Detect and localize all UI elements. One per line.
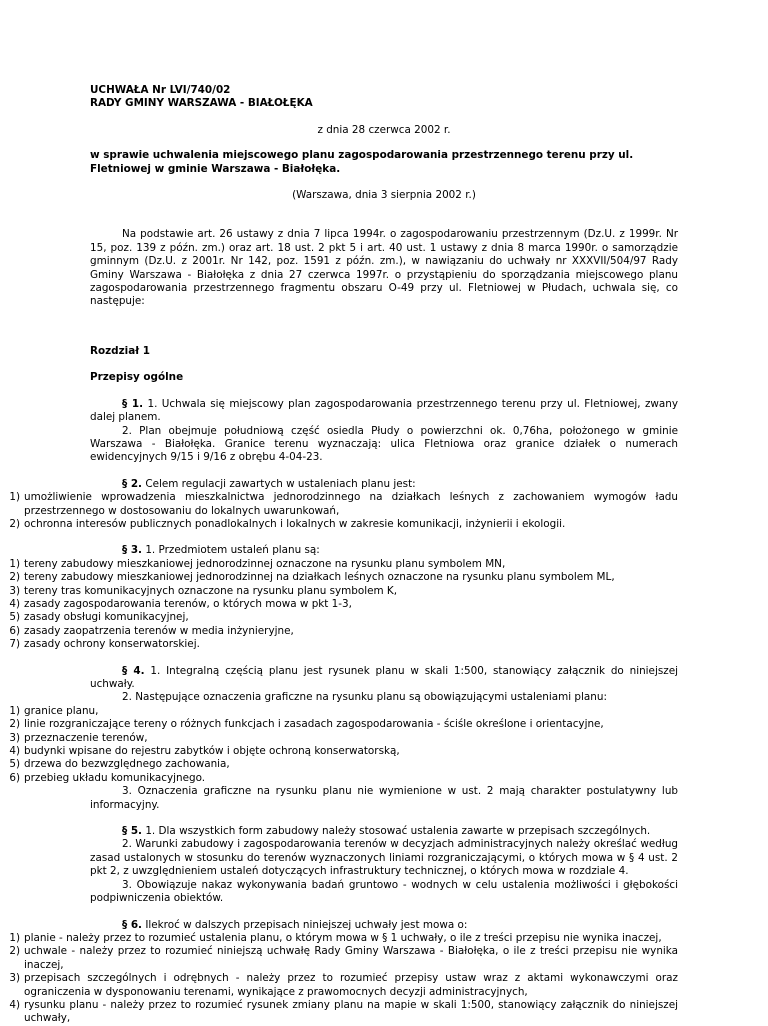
section-4-text-1: 1. Integralną częścią planu jest rysunek planu w skali 1:500, stanowiący załącznik do niniejszej uchwały.: [90, 664, 678, 690]
list-item: [0, 585, 678, 598]
list-item-text: zasady zagospodarowania terenów, o których mowa w pkt 1-3,: [24, 597, 352, 610]
list-item-text: przepisach szczególnych i odrębnych - należy przez to rozumieć przepisy ustaw wraz z aktami wykonawczymi oraz ograniczenia w dysponowaniu terenami, wynikające z prawomocnych decyzji administracyjnych,: [24, 972, 678, 998]
list-item: [0, 972, 678, 999]
list-item-number: 3): [9, 972, 20, 985]
section-4-para-1: [90, 665, 678, 692]
list-item: [0, 705, 678, 718]
section-4-list: [0, 705, 768, 785]
list-item-text: budynki wpisane do rejestru zabytków i objęte ochroną konserwatorską,: [24, 745, 400, 758]
list-item-text: tereny tras komunikacyjnych oznaczone na rysunku planu symbolem K,: [24, 584, 398, 597]
section-6-mark: § 6.: [122, 918, 142, 931]
list-item: [0, 558, 678, 571]
list-item-text: linie rozgraniczające tereny o różnych funkcjach i zasadach zagospodarowania - ściśle określone i orientacyjne,: [24, 718, 604, 731]
list-item-text: ochronna interesów publicznych ponadlokalnych i lokalnych w zakresie komunikacji, inżynierii i ekologii.: [24, 517, 566, 530]
chapter-title: Rozdział 1: [90, 344, 150, 357]
list-item: [0, 932, 678, 945]
section-4-para-3: 3. Oznaczenia graficzne na rysunku planu nie wymienione w ust. 2 mają charakter postulatywny lub informacyjny.: [90, 785, 678, 811]
section-2-intro-text: Celem regulacji zawartych w ustaleniach planu jest:: [145, 477, 416, 490]
preamble: Na podstawie art. 26 ustawy z dnia 7 lipca 1994r. o zagospodarowaniu przestrzennym (Dz.U. z 1999r. Nr 15, poz. 139 z późn. zm.) oraz art. 18 ust. 2 pkt 5 i art. 40 ust. 1 ustawy z dnia 8 marca 1990r. o samorządzie gminnym (Dz.U. z 2001r. Nr 142, poz. 1591 z późn. zm.), w nawiązaniu do uchwały nr XXXVII/504/97 Rady Gminy Warszawa - Białołęka z dnia 27 czerwca 1997r. o przystąpieniu do sporządzania miejscowego planu zagospodarowania przestrzennego fragmentu obszaru O-49 przy ul. Fletniowej w Płudach, uchwala się, co następuje:: [90, 228, 678, 308]
publication-note: (Warszawa, dnia 3 sierpnia 2002 r.): [292, 189, 476, 202]
section-5-para-1: [90, 825, 678, 838]
section-3-list: [0, 558, 768, 652]
list-item-number: 1): [9, 931, 20, 944]
list-item-number: 2): [9, 718, 20, 731]
list-item: [0, 598, 678, 611]
list-item-text: drzewa do bezwzględnego zachowania,: [24, 758, 230, 771]
section-3-intro-text: 1. Przedmiotem ustaleń planu są:: [145, 544, 320, 557]
section-5-para-2: 2. Warunki zabudowy i zagospodarowania terenów w decyzjach administracyjnych należy określać według zasad ustalonych w stosunku do terenów wyznaczonych liniami rozgraniczającymi, o których mowa w § 4 ust. 2 pkt 2, z uwzględnieniem ustaleń dotyczących infrastruktury technicznej, o których mowa w rozdziale 4.: [90, 838, 678, 878]
section-1-mark: § 1.: [122, 397, 144, 410]
list-item-number: 2): [9, 517, 20, 530]
resolution-date: z dnia 28 czerwca 2002 r.: [317, 123, 451, 136]
chapter-subtitle: Przepisy ogólne: [90, 371, 184, 384]
list-item-number: 7): [9, 638, 20, 651]
council-name: RADY GMINY WARSZAWA - BIAŁOŁĘKA: [90, 97, 313, 110]
list-item-number: 2): [9, 945, 20, 958]
list-item-text: planie - należy przez to rozumieć ustalenia planu, o którym mowa w § 1 uchwały, o ile z treści przepisu nie wynika inaczej,: [24, 931, 662, 944]
list-item-number: 4): [9, 998, 20, 1011]
list-item: [0, 491, 678, 518]
section-5-text-1: 1. Dla wszystkich form zabudowy należy stosować ustalenia zawarte w przepisach szczególnych.: [145, 825, 651, 838]
list-item: [0, 999, 678, 1026]
section-6-intro: [90, 919, 678, 932]
list-item: [0, 772, 678, 785]
list-item-number: 6): [9, 624, 20, 637]
list-item: [0, 625, 678, 638]
section-6-list: [0, 932, 768, 1026]
list-item-number: 1): [9, 557, 20, 570]
list-item-text: granice planu,: [24, 704, 99, 717]
list-item-text: przeznaczenie terenów,: [24, 731, 148, 744]
section-5-para-3: 3. Obowiązuje nakaz wykonywania badań gruntowo - wodnych w celu ustalenia możliwości i głębokości podpiwniczenia obiektów.: [90, 878, 678, 905]
list-item-number: 3): [9, 584, 20, 597]
list-item-number: 4): [9, 597, 20, 610]
section-2-intro: [90, 478, 678, 491]
list-item-number: 1): [9, 491, 20, 504]
list-item-number: 6): [9, 771, 20, 784]
section-1-para-2: 2. Plan obejmuje południową część osiedla Płudy o powierzchni ok. 0,76ha, położonego w gminie Warszawa - Białołęka. Granice terenu wyznaczają: ulica Fletniowa oraz granice działek o numerach ewidencyjnych 9/15 i 9/16 z obrębu 4-04-23.: [90, 424, 678, 464]
list-item-number: 5): [9, 758, 20, 771]
section-2-mark: § 2.: [122, 477, 142, 490]
list-item-number: 5): [9, 611, 20, 624]
section-3-mark: § 3.: [122, 544, 142, 557]
list-item-text: przebieg układu komunikacyjnego.: [24, 771, 206, 784]
section-2-list: [0, 491, 768, 531]
section-5-mark: § 5.: [122, 825, 142, 838]
list-item-text: zasady zaopatrzenia terenów w media inżynieryjne,: [24, 624, 294, 637]
list-item: [0, 571, 678, 584]
section-6-intro-text: Ilekroć w dalszych przepisach niniejszej uchwały jest mowa o:: [145, 918, 468, 931]
list-item-text: tereny zabudowy mieszkaniowej jednorodzinnej na działkach leśnych oznaczone na rysunku planu symbolem ML,: [24, 571, 615, 584]
list-item-text: uchwale - należy przez to rozumieć niniejszą uchwałę Rady Gminy Warszawa - Białołęka, o ile z treści przepisu nie wynika inaczej,: [24, 945, 678, 971]
list-item: [0, 745, 678, 758]
list-item: [0, 611, 678, 624]
list-item-number: 4): [9, 745, 20, 758]
list-item-text: rysunku planu - należy przez to rozumieć rysunek zmiany planu na mapie w skali 1:500, stanowiący załącznik do niniejszej uchwały,: [24, 998, 678, 1025]
section-1-text-1: 1. Uchwala się miejscowy plan zagospodarowania przestrzennego terenu przy ul. Fletniowej, zwany dalej planem.: [90, 397, 678, 424]
list-item: [0, 945, 678, 972]
list-item: [0, 638, 678, 651]
list-item-number: 2): [9, 571, 20, 584]
list-item: [0, 718, 678, 731]
list-item-text: umożliwienie wprowadzenia mieszkalnictwa jednorodzinnego na działkach leśnych z zachowaniem wymogów ładu przestrzennego w dostosowaniu do lokalnych uwarunkowań,: [24, 491, 678, 517]
section-4-mark: § 4.: [122, 664, 145, 677]
section-4-para-2: 2. Następujące oznaczenia graficzne na rysunku planu są obowiązującymi ustaleniami planu:: [122, 691, 607, 704]
list-item-number: 3): [9, 731, 20, 744]
list-item-text: tereny zabudowy mieszkaniowej jednorodzinnej oznaczone na rysunku planu symbolem MN,: [24, 557, 506, 570]
list-item-number: 1): [9, 704, 20, 717]
section-1-para-1: [90, 398, 678, 425]
list-item-text: zasady obsługi komunikacyjnej,: [24, 611, 189, 624]
resolution-subject: w sprawie uchwalenia miejscowego planu zagospodarowania przestrzennego terenu przy ul. Fletniowej w gminie Warszawa - Białołęka.: [90, 149, 634, 175]
resolution-title: UCHWAŁA Nr LVI/740/02: [90, 84, 231, 96]
list-item: [0, 518, 678, 531]
list-item: [0, 732, 678, 745]
list-item-text: zasady ochrony konserwatorskiej.: [24, 638, 200, 651]
list-item: [0, 758, 678, 771]
section-3-intro: [90, 544, 678, 557]
